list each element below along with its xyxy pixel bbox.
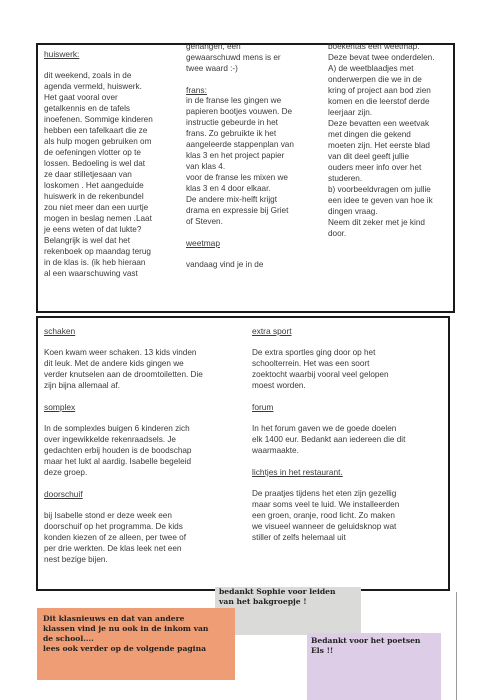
article-body — [252, 423, 448, 456]
text-line: zijn bijna allemaal af. — [44, 381, 121, 390]
note-line: de school.... — [43, 634, 94, 643]
article-heading: schaken — [44, 326, 76, 336]
text-line: moest worden. — [252, 381, 306, 390]
text-line: hebben een tafelkaart die ze — [44, 126, 148, 135]
grey-note-text — [215, 587, 361, 607]
text-line: nest bezige bijen. — [44, 555, 108, 564]
left-articles — [44, 326, 244, 565]
grey-thank-you-note — [215, 587, 361, 635]
text-line: je eens weten of dat lukte? — [44, 225, 142, 234]
note-line: lees ook verder op de volgende pagina — [43, 644, 207, 653]
text-line: verder knutselen aan de droomtoiletten. Die — [44, 370, 203, 379]
text-line: studeren. — [328, 174, 363, 183]
column-frans — [186, 41, 318, 270]
text-line: van dit deel geeft jullie — [328, 152, 410, 161]
text-line: zoektocht waarbij vooral veel gelopen — [252, 370, 389, 379]
text-line: drama en expressie bij Griet — [186, 206, 289, 215]
frans-text — [186, 95, 318, 227]
article — [44, 402, 244, 478]
text-line: twee waard :-) — [186, 64, 238, 73]
text-line: agenda vermeld, huiswerk. — [44, 82, 142, 91]
heading-huiswerk: huiswerk: — [44, 49, 80, 59]
article-body — [44, 347, 244, 391]
article-body — [252, 488, 448, 543]
text-line: mogen in beslag nemen .Laat — [44, 214, 152, 223]
text-line: Koen kwam weer schaken. 13 kids vinden — [44, 348, 197, 357]
text-line: in de franse les gingen we — [186, 96, 282, 105]
intro-text — [186, 41, 318, 74]
article — [44, 326, 244, 391]
text-line: De praatjes tijdens het eten zijn gezellig — [252, 489, 397, 498]
article-heading: lichtjes in het restaurant. — [252, 467, 343, 477]
text-line: kring of project aan bod zien — [328, 86, 431, 95]
text-line: papieren bootjes vouwen. De — [186, 107, 293, 116]
text-line: loskomen . Het aangeduide — [44, 181, 144, 190]
text-line: maar soms veel te luid. We installeerden — [252, 500, 400, 509]
text-line: per drie werkten. De klas leek net een — [44, 544, 182, 553]
text-line: boekentas een weetmap. — [328, 42, 420, 51]
weetmap-text: vandaag vind je in de — [186, 260, 264, 269]
text-line: we visueel wanneer de geluidsknop wat — [252, 522, 397, 531]
text-line: Het gaat vooral over — [44, 93, 118, 102]
text-line: huiswerk in de rekenbundel — [44, 192, 144, 201]
text-line: in de klas is. (ik heb hieraan — [44, 258, 146, 267]
article — [252, 326, 448, 391]
article-body — [44, 510, 244, 565]
huiswerk-text — [44, 70, 176, 279]
text-line: gehangen, een — [186, 42, 241, 51]
top-newsletter-box — [36, 43, 455, 313]
article-heading: forum — [252, 402, 274, 412]
text-line: klas 3 en 4 door elkaar. — [186, 184, 271, 193]
text-line: Neem dit zeker met je kind — [328, 218, 425, 227]
note-line: bedankt Sophie voor leiden — [219, 587, 336, 596]
article-heading: somplex — [44, 402, 76, 412]
heading-frans: frans: — [186, 85, 207, 95]
text-line: Deze bevat twee onderdelen. — [328, 53, 435, 62]
text-line: De extra sportles ging door op het — [252, 348, 376, 357]
text-line: een idee te geven van hoe ik — [328, 196, 433, 205]
text-line: gewaarschuwd mens is er — [186, 53, 281, 62]
note-line: Els !! — [311, 646, 334, 655]
weetmap-vervolg-text — [328, 41, 454, 239]
text-line: onderwerpen die we in de — [328, 75, 422, 84]
text-line: maar het lukt al aardig. Isabelle begeleid — [44, 457, 192, 466]
text-line: konden kiezen of ze alleen, per twee of — [44, 533, 187, 542]
text-line: lossen. Bedoeling is wel dat — [44, 159, 146, 168]
orange-note-text — [37, 608, 235, 654]
article — [252, 467, 448, 543]
heading-weetmap: weetmap — [186, 238, 220, 248]
text-line: stiller of zelfs helemaal uit — [252, 533, 346, 542]
text-line: In het forum gaven we de goede doelen — [252, 424, 397, 433]
article — [252, 402, 448, 456]
text-line: dit leuk. Met de andere kids gingen we — [44, 359, 184, 368]
article-body — [252, 347, 448, 391]
middle-newsletter-box — [36, 316, 450, 591]
text-line: aangeleerde stappenplan van — [186, 140, 294, 149]
text-line: deze groep. — [44, 468, 88, 477]
text-line: ze daar stilletjesaan van — [44, 170, 132, 179]
text-line: zou niet meer dan een uurtje — [44, 203, 149, 212]
text-line: Belangrijk is wel dat het — [44, 236, 131, 245]
text-line: door. — [328, 229, 347, 238]
text-line: frans. Zo gebruikte ik het — [186, 129, 277, 138]
text-line: instructie gebeurde in het — [186, 118, 278, 127]
article-body — [44, 423, 244, 478]
note-line: klassen vind je nu ook in de inkom van — [43, 624, 209, 633]
text-line: schoolterrein. Het was een soort — [252, 359, 370, 368]
text-line: van klas 4. — [186, 162, 226, 171]
text-line: klas 3 en het project papier — [186, 151, 285, 160]
text-line: getalkennis en de tafels — [44, 104, 131, 113]
article-heading: extra sport — [252, 326, 292, 336]
text-line: Deze bevatten een weetvak — [328, 119, 430, 128]
text-line: ouders meer info over het — [328, 163, 422, 172]
text-line: een groen, oranje, rood licht. Zo maken — [252, 511, 395, 520]
text-line: of Steven. — [186, 217, 223, 226]
article-heading: doorschuif — [44, 489, 83, 499]
lilac-thank-you-note — [307, 633, 441, 700]
text-line: A) de weetblaadjes met — [328, 64, 414, 73]
text-line: De andere mix-helft krijgt — [186, 195, 278, 204]
text-line: inoefenen. Sommige kinderen — [44, 115, 153, 124]
divider-line — [456, 592, 457, 700]
text-line: als hulp mogen gebruiken om — [44, 137, 152, 146]
lilac-note-text — [307, 633, 441, 656]
text-line: waarmaakte. — [252, 446, 299, 455]
text-line: al een waarschuwing vast — [44, 269, 138, 278]
right-articles — [252, 326, 448, 543]
orange-info-note — [37, 608, 235, 680]
column-huiswerk — [44, 49, 176, 279]
text-line: leerjaar zijn. — [328, 108, 373, 117]
note-line: Dit klasnieuws en dat van andere — [43, 614, 185, 623]
text-line: dit weekend, zoals in de — [44, 71, 132, 80]
text-line: over ingewikkelde rekenraadsels. Je — [44, 435, 176, 444]
text-line: b) voorbeeldvragen om jullie — [328, 185, 431, 194]
text-line: gedachten erbij houden is de boodschap — [44, 446, 192, 455]
article — [44, 489, 244, 565]
text-line: doorschuif op het programma. De kids — [44, 522, 183, 531]
column-weetmap-vervolg — [328, 41, 454, 239]
text-line: de oefeningen vlotter op te — [44, 148, 141, 157]
note-line: van het bakgroepje ! — [219, 597, 307, 606]
text-line: moeten zijn. Het eerste blad — [328, 141, 430, 150]
text-line: elk 1400 eur. Bedankt aan iedereen die dit — [252, 435, 406, 444]
text-line: bij Isabelle stond er deze week een — [44, 511, 172, 520]
text-line: dingen vraag. — [328, 207, 378, 216]
text-line: rekenboek op maandag terug — [44, 247, 151, 256]
text-line: In de somplexles buigen 6 kinderen zich — [44, 424, 190, 433]
text-line: voor de franse les mixen we — [186, 173, 288, 182]
text-line: met dingen die gekend — [328, 130, 411, 139]
text-line: komen en die leerstof derde — [328, 97, 430, 106]
note-line: Bedankt voor het poetsen — [311, 636, 421, 645]
